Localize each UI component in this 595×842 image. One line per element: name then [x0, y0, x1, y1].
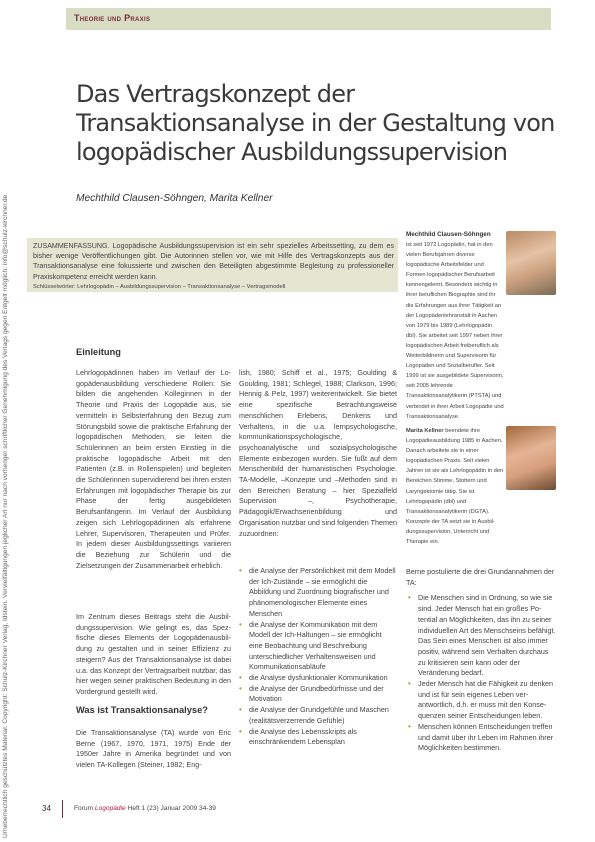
copyright-vertical-text: Urheberrechtlich geschütztes Material. Copyright: Schulz-Kirchner Verlag, Idstein. Vervielfältigungen jeglicher Art nur nach vorheriger schriftlicher Genehmigung des Verlags gegen Entgelt möglich. info@schulz-kirchner.de: [2, 194, 9, 838]
col3-block: [406, 567, 556, 754]
footer-forum: Forum: [74, 805, 94, 812]
list-item: • Jeder Mensch hat die Fähigkeit zu denken und ist für sein eigenes Leben verantwortlich, d.h. er muss mit den Konsequenzen seiner Entscheidungen leben.: [406, 679, 556, 722]
col1-intro-paragraph-2: Im Zentrum dieses Beitrags steht die Ausbildungssupervision. Wie gelingt es, das Spezfische dieses Elements der Logopädenausbildung zu gestalten und in seiner Effizienz zu steigern? Aus der Transaktionsanalyse ist dabei u.a. das Konzept der Vertragsarbeit nutzbar, das hier wegen seiner praktischen Bedeutung in den Vordergrund gestellt wird.: [76, 612, 231, 696]
list-item: • die Analyse des Lebensskripts als einschränkendem Lebensplan: [239, 727, 397, 748]
author2-name: Marita Kellner: [406, 428, 444, 434]
abstract-label: ZUSAMMENFASSUNG.: [33, 242, 110, 250]
list-item: • die Analyse dysfunktionaler Kommunikation: [239, 673, 397, 684]
authors: Mechthild Clausen-Söhngen, Marita Kellner: [76, 193, 273, 204]
author2-bio: beendete ihre Logopädieausbildung 1985 in Aachen. Danach arbeitete sie in einer logopädischen Praxis. Seit vielen Jahren ist sie als Lehrlogopädin in den Bereichen Stimme, Stottern und Laryngektomie tätig. Sie ist Lehrlogopädin (dbl) und Transaktionsanalytikerin (DGTA). Konzepte der TA setzt sie in Ausbildungssupervision, Unterricht und Therapie ein.: [406, 428, 504, 546]
heading-transaktionsanalyse: Was ist Transaktionsanalyse?: [76, 705, 208, 715]
footer-logo: Logopädie: [94, 805, 126, 812]
list-item: • die Analyse der Grundbedürfnisse und der Motivation: [239, 684, 397, 705]
abstract-body: Logopädische Ausbildungssupervision ist ein sehr spezielles Arbeitssetting, zu dem es bisher wenige Veröffentlichungen gibt. Die Autorinnen stellen vor, wie mit Hilfe des Vertragskonzepts aus der Transaktionsanalyse eine fokussierte und zwischen den Beteiligten abgestimmte Begleitung zu professioneller Praxiskompetenz erreicht werden kann.: [33, 242, 394, 281]
list-item: • die Analyse der Persönlichkeit mit dem Modell der Ich-Zustände – sie ermöglicht die Abbildung und Zuordnung biografischer und phänomenologischer Elemente eines Menschen: [239, 566, 397, 620]
col1-ta-paragraph: Die Transaktionsanalyse (TA) wurde von Eric Berne (1967, 1970, 1971, 1975) Ende der 1950er Jahre in Amerika begründet und von vielen TA-Kollegen (Steiner, 1982; Eng-: [76, 728, 231, 770]
author1-bio: ist seit 1972 Logopädin, hat in den vielen Berufsjahren diverse logopädische Arbeitsfelder und Formen logopädischer Berufsarbeit kennengelernt. Besonders wichtig in ihrer beruflichen Biographie sind ihr die Erfahrungen aus ihrer Tätigkeit an der Logopädenlehranstalt in Aachen von 1979 bis 1989 (Lehrlogopädin dbl). Sie arbeitet seit 1997 neben ihrer logopädischen Arbeit freiberuflich als Weiterbildnerin und Supervisorin für Logopäden und Sozialberufler. Seit 1999 ist sie ausgebildete Supervisorin, seit 2005 lehrende Transaktionsanalytikerin (PTSTA) und verbindet in ihrer Arbeit Logopädie und Transaktionsanalyse.: [406, 242, 504, 420]
author1-portrait: [506, 231, 556, 295]
title-line-3: logopädischer Ausbildungssupervision: [76, 138, 508, 166]
col3-intro: Berne postulierte die drei Grundannahmen der TA:: [406, 567, 555, 587]
section-label: Theorie und Praxis: [74, 13, 151, 23]
keywords: Schlüsselwörter: Lehrlogopädin – Ausbildungssupervision – Transaktionsanalyse – Vertragsmodell: [33, 284, 286, 290]
heading-einleitung: Einleitung: [76, 347, 121, 357]
author1-name: Mechthild Clausen-Söhngen: [406, 231, 491, 238]
footer-divider: [62, 800, 63, 818]
list-item: • Die Menschen sind in Ordnung, so wie sie sind. Jeder Mensch hat ein großes Potential an Möglichkeiten, das ihn zu seiner individuellen Art des Menschseins befähigt. Das Sein eines Menschen ist also immer positiv, während sein Verhalten durchaus zu kritisieren sein kann oder der Veränderung bedarf.: [406, 593, 556, 679]
author2-portrait: [506, 426, 556, 490]
list-item: • Menschen können Entscheidungen treffen und damit über ihr Leben im Rahmen ihrer Möglichkeiten bestimmen.: [406, 722, 556, 754]
author1-bio-part1: [406, 240, 504, 422]
footer-issue: Heft 1 (23) Januar 2009 34-39: [127, 805, 216, 812]
page-number: 34: [42, 804, 51, 813]
abstract-text: [33, 241, 394, 282]
col1-intro-paragraph: Lehrlogopädinnen haben im Verlauf der Logopädenausbildung verschiedene Rollen: Sie bilden die angehenden Kolleginnen in der Theorie und Praxis der Logopädie aus, sie vermitteln in Selbsterfahrung den Bezug zum Störungsbild sowie die praktische Erfahrung der logopädischen Methoden, sie leiten die Schülerinnen an beim ersten Einstieg in die praktische logopädische Arbeit mit den Patienten (z.B. in Rollenspielen) und begleiten die Schülerinnen supervidierend bei ihren ersten Erfahrungen mit logopädischer Therapie bis zur Phase der fertig ausgebildeten Berufsanfängerin. Im Verlauf der Ausbildung zeigen sich Lehrlogopädinnen als erfahrene Lehrer, Supervisoren, Therapeuten und Prüfer. In jedem dieser Ausbildungssettings variieren die Beziehung zur Schülerin und die Zielsetzungen der Zusammenarbeit erheblich.: [76, 368, 231, 570]
article-title: [76, 80, 556, 167]
title-line-1: Das Vertragskonzept der: [76, 80, 355, 108]
col2-bullet-list: [239, 566, 397, 748]
list-item: • die Analyse der Kommunikation mit dem Modell der Ich-Haltungen – sie ermöglicht eine Beobachtung und Beschreibung unterschiedlicher Verhaltensweisen und Kommunikationsabläufe: [239, 620, 397, 674]
title-line-2: Transaktionsanalyse in der Gestaltung von: [76, 109, 555, 137]
footer: [74, 805, 216, 812]
list-item: • die Analyse der Grundgefühle und Maschen (realitätsverzerrende Gefühle): [239, 705, 397, 726]
author2-bio-block: [406, 426, 504, 547]
col2-paragraph: lish, 1980; Schiff et al., 1975; Goulding & Goulding, 1981; Schlegel, 1988; Clarkson, 1996; Hennig & Pelz, 1997) weiterentwickelt. Sie bietet eine spezifische Betrachtungsweise menschlichen Erlebens, Denkens und Verhaltens, in die u.a. lernpsychologische, kommunikationspsychologische, psychoanalytische und sozialpsychologische Elemente einbezogen wurden. Sie fußt auf dem Menschenbild der humanistischen Psychologie. TA-Modelle, –Konzepte und –Methoden sind in den Bereichen Beratung – hier Spezialfeld Supervision –, Psychotherapie, Pädagogik/Erwachsenenbildung und Organisation nutzbar und sind folgenden Themen zuzuordnen:: [239, 368, 397, 538]
